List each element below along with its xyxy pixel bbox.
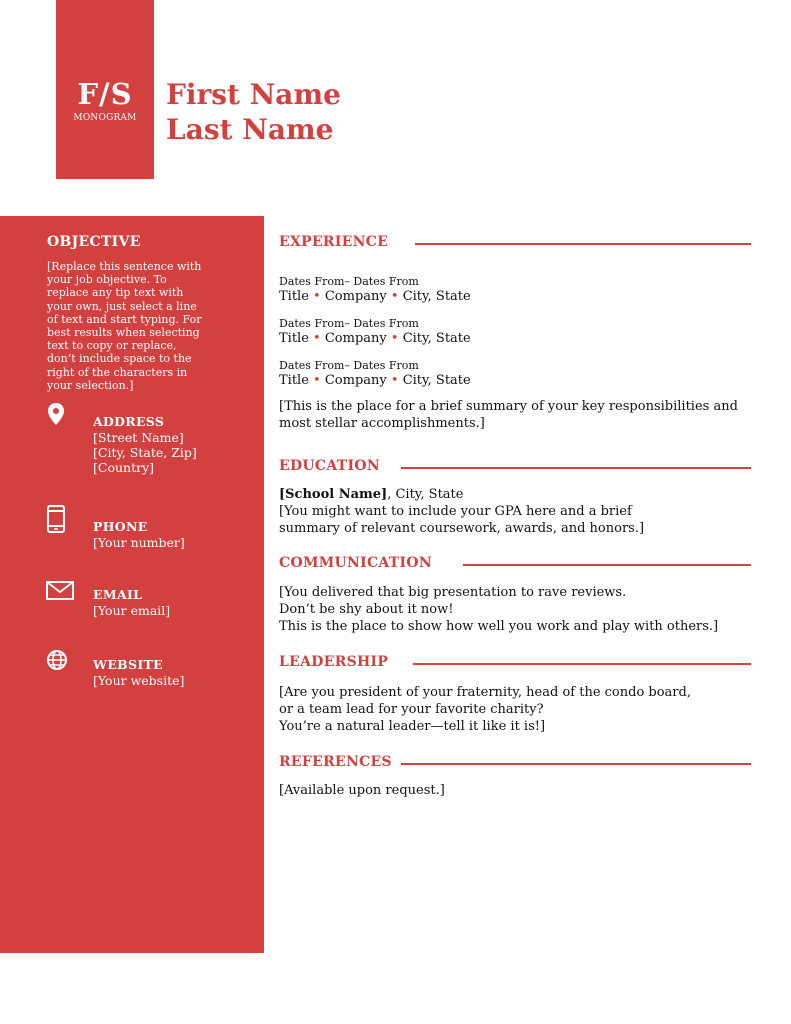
school-location: , City, State [387, 487, 464, 502]
job-company: Company [324, 331, 387, 346]
education-heading [279, 458, 751, 478]
separator-dot: • [390, 331, 399, 346]
experience-heading [279, 234, 751, 254]
email-heading: EMAIL [93, 587, 143, 602]
job-entry [279, 275, 471, 305]
email-value: [Your email] [93, 603, 171, 618]
job-title: Title [279, 331, 309, 346]
candidate-name [166, 77, 341, 147]
monogram-initials: F/S [77, 77, 133, 111]
communication-line: This is the place to show how well you work and play with others.] [279, 619, 719, 634]
separator-dot: • [313, 331, 321, 346]
monogram-label: MONOGRAM [73, 113, 137, 123]
communication-heading-text: COMMUNICATION [279, 555, 432, 571]
address-city: [City, State, Zip] [93, 445, 197, 460]
website-heading: WEBSITE [93, 657, 163, 672]
experience-heading-text: EXPERIENCE [279, 234, 389, 250]
experience-summary [279, 398, 738, 432]
communication-line: Don’t be shy about it now! [279, 602, 454, 617]
monogram-block [56, 0, 154, 179]
communication-rule [463, 564, 751, 566]
references-heading [279, 754, 751, 774]
communication-heading [279, 555, 751, 575]
separator-dot: • [390, 373, 399, 388]
address-heading: ADDRESS [93, 414, 165, 429]
address-lines [93, 430, 243, 475]
phone-icon [46, 505, 68, 531]
leadership-body [279, 684, 691, 735]
globe-icon [46, 649, 68, 675]
phone-heading: PHONE [93, 519, 148, 534]
job-dates: Dates From– Dates From [279, 275, 419, 288]
summary-line: most stellar accomplishments.] [279, 416, 485, 431]
leadership-heading [279, 654, 751, 674]
objective-text: [Replace this sentence with your job objective. To replace any tip text with your own, just select a line of text and start typing. For best results when selecting text to copy or replace, don’t include space to the right of the characters in your selection.] [47, 260, 202, 392]
education-line: [You might want to include your GPA here and a brief [279, 504, 632, 519]
experience-rule [415, 243, 751, 245]
education-rule [401, 467, 751, 469]
education-body [279, 486, 644, 537]
education-line: summary of relevant coursework, awards, and honors.] [279, 521, 645, 536]
communication-body [279, 584, 718, 635]
references-heading-text: REFERENCES [279, 754, 392, 770]
job-line [279, 288, 471, 305]
job-location: City, State [402, 373, 471, 388]
sidebar [0, 216, 264, 953]
leadership-heading-text: LEADERSHIP [279, 654, 389, 670]
objective-heading: OBJECTIVE [47, 234, 141, 250]
summary-line: [This is the place for a brief summary of your key responsibilities and [279, 399, 738, 414]
job-dates: Dates From– Dates From [279, 317, 419, 330]
job-title: Title [279, 289, 309, 304]
envelope-icon [46, 581, 68, 607]
website-value: [Your website] [93, 673, 185, 688]
separator-dot: • [390, 289, 399, 304]
separator-dot: • [313, 373, 321, 388]
job-dates: Dates From– Dates From [279, 359, 419, 372]
job-company: Company [324, 289, 387, 304]
leadership-line: [Are you president of your fraternity, head of the condo board, [279, 685, 691, 700]
address-street: [Street Name] [93, 430, 184, 445]
last-name: Last Name [166, 113, 334, 146]
education-heading-text: EDUCATION [279, 458, 380, 474]
school-line [279, 486, 644, 503]
job-line [279, 372, 471, 389]
communication-line: [You delivered that big presentation to rave reviews. [279, 585, 627, 600]
job-entry [279, 317, 471, 347]
job-location: City, State [402, 331, 471, 346]
leadership-line: or a team lead for your favorite charity? [279, 702, 544, 717]
job-title: Title [279, 373, 309, 388]
job-company: Company [324, 373, 387, 388]
references-rule [401, 763, 751, 765]
first-name: First Name [166, 78, 341, 111]
references-text: [Available upon request.] [279, 783, 445, 798]
job-entry [279, 359, 471, 389]
leadership-line: You’re a natural leader—tell it like it is!] [279, 719, 546, 734]
separator-dot: • [313, 289, 321, 304]
address-country: [Country] [93, 460, 155, 475]
leadership-rule [413, 663, 751, 665]
phone-value: [Your number] [93, 535, 185, 550]
location-pin-icon [46, 402, 68, 428]
job-line [279, 330, 471, 347]
job-location: City, State [402, 289, 471, 304]
school-name: [School Name] [279, 487, 388, 502]
